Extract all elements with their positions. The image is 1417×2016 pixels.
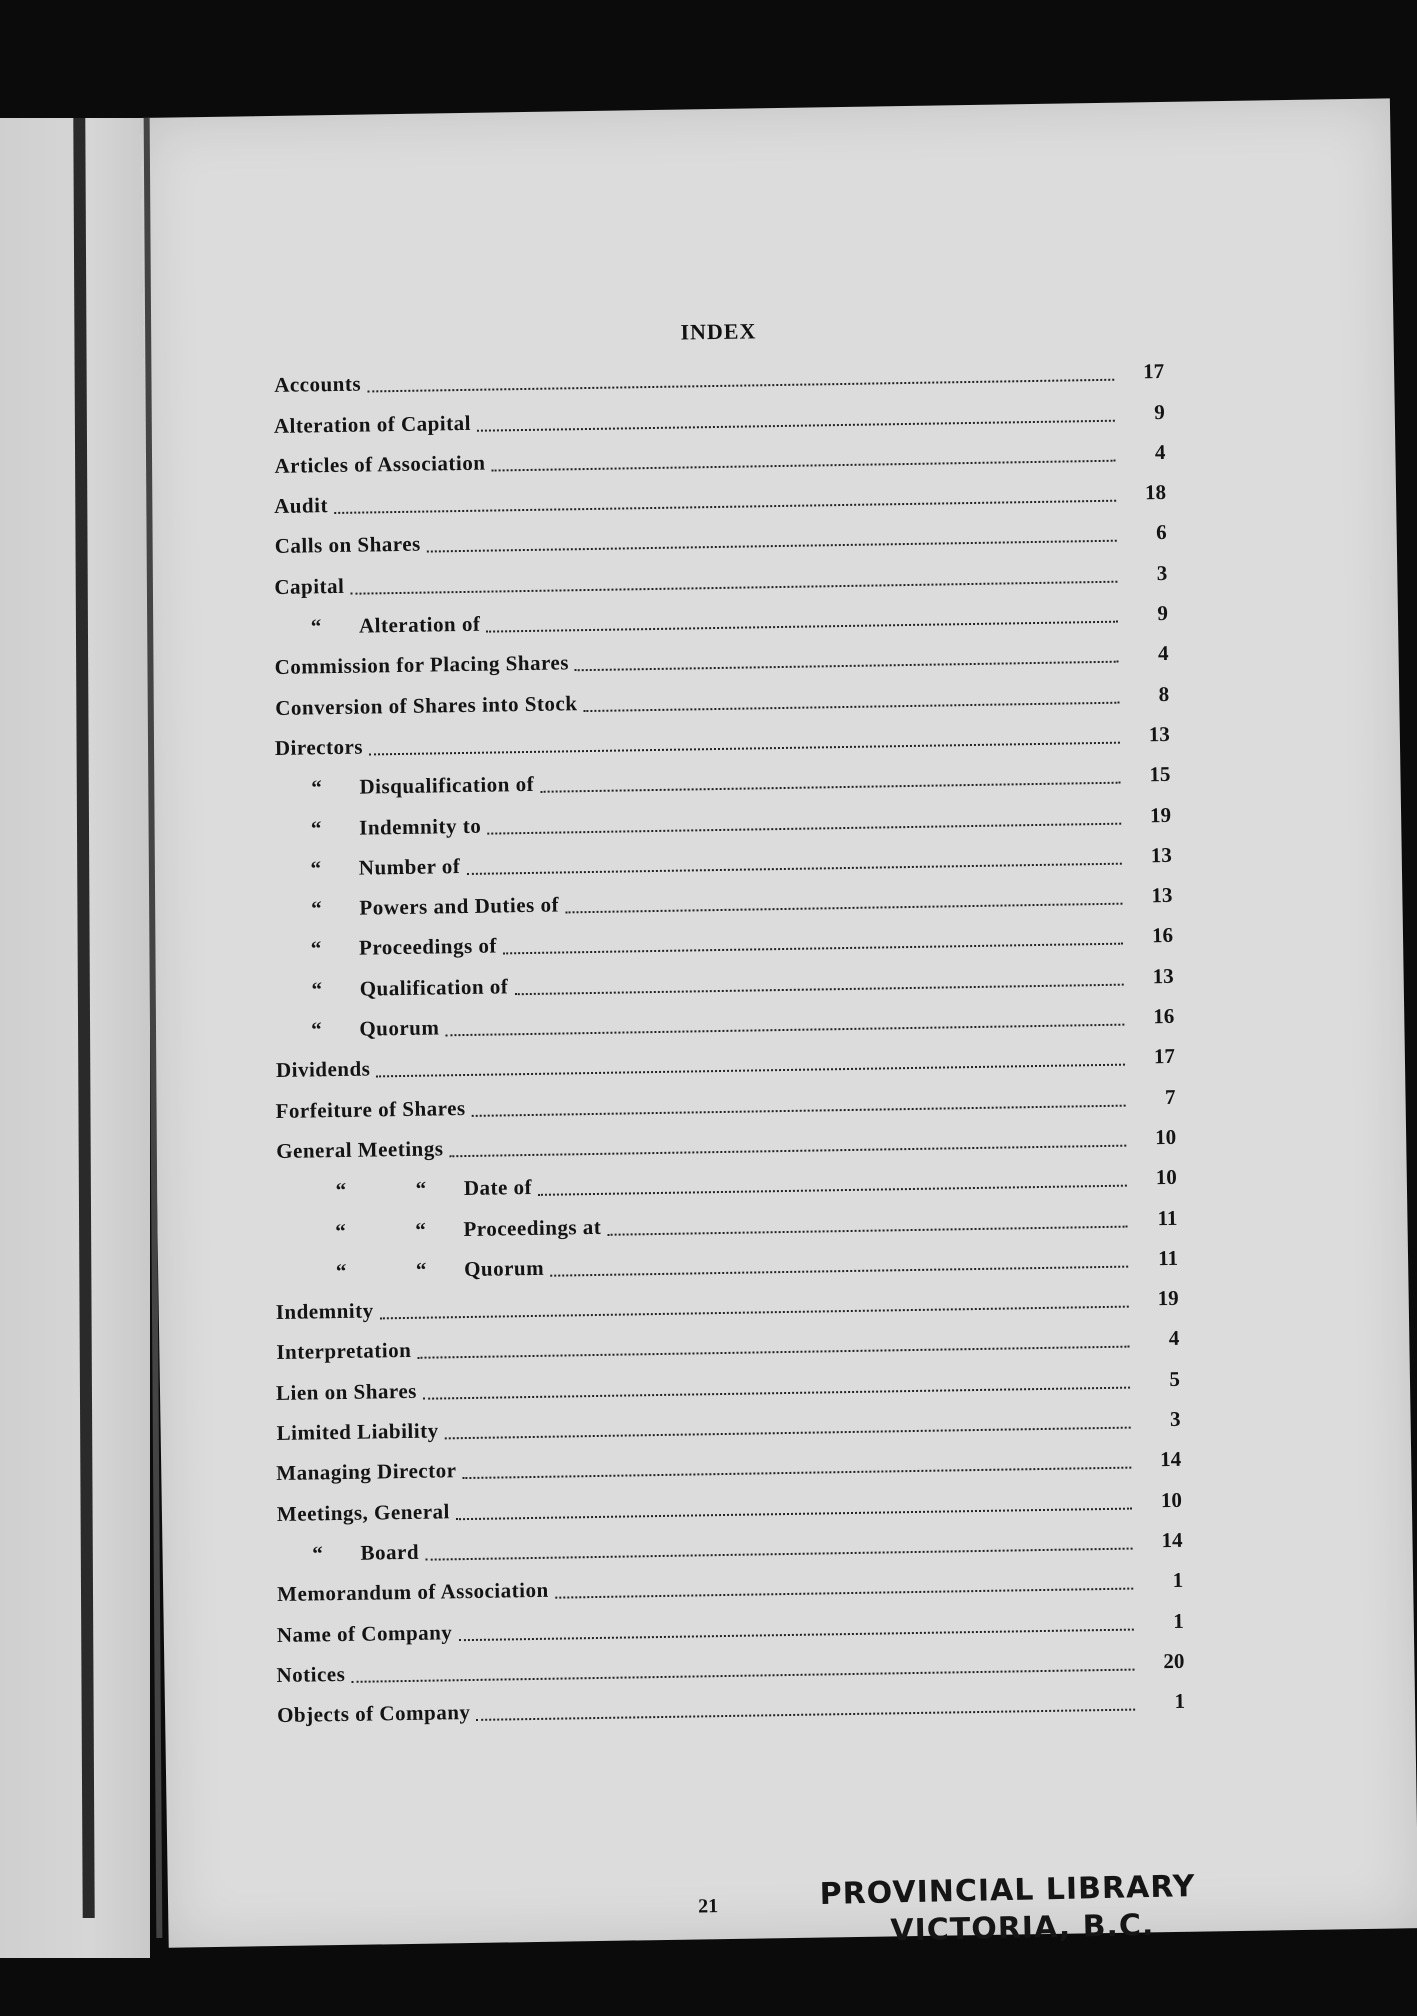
entry-label: Disqualification of	[359, 772, 535, 799]
ditto-mark: “	[310, 1017, 322, 1042]
entry-page-number: 20	[1163, 1648, 1185, 1673]
entry-label: General Meetings	[276, 1136, 444, 1163]
entry-page-number: 17	[1153, 1044, 1176, 1069]
ditto-mark: “	[310, 815, 322, 840]
entry-page-number: 7	[1164, 1084, 1176, 1109]
entry-label: Notices	[276, 1661, 346, 1687]
ditto-mark: “	[310, 856, 322, 881]
ditto-mark: “	[311, 775, 322, 800]
entry-page-number: 3	[1156, 560, 1168, 585]
entry-label: Managing Director	[276, 1458, 457, 1486]
entry-label: Proceedings at	[463, 1214, 602, 1241]
ditto-mark: “	[335, 1218, 346, 1243]
entry-page-number: 1	[1174, 1688, 1186, 1714]
index-content	[273, 312, 1185, 1728]
entry-label: Indemnity to	[358, 813, 482, 840]
entry-label: Lien on Shares	[275, 1378, 418, 1405]
entry-page-number: 13	[1152, 963, 1174, 988]
entry-label: Quorum	[359, 1015, 440, 1041]
entry-label: Number of	[358, 853, 461, 880]
entry-page-number: 10	[1155, 1165, 1177, 1190]
ditto-mark: “	[311, 977, 323, 1002]
entry-page-number: 3	[1169, 1406, 1181, 1431]
stamp-line-2: VICTORIA, B.C.	[890, 1907, 1155, 1948]
entry-label: Alteration of	[358, 611, 481, 638]
entry-label: Name of Company	[276, 1619, 453, 1647]
entry-label: Alteration of Capital	[273, 410, 472, 438]
entry-page-number: 15	[1149, 762, 1171, 787]
entry-page-number: 9	[1157, 600, 1169, 626]
entry-label: Commission for Placing Shares	[274, 650, 570, 680]
entry-page-number: 11	[1157, 1245, 1179, 1270]
entry-page-number: 13	[1150, 842, 1172, 868]
stamp-line-1: PROVINCIAL LIBRARY	[819, 1869, 1196, 1912]
entry-page-number: 19	[1149, 802, 1172, 827]
entry-page-number: 10	[1154, 1124, 1177, 1150]
entry-label: Directors	[274, 734, 364, 760]
entry-label: Powers and Duties of	[359, 892, 560, 920]
entry-page-number: 16	[1153, 1003, 1175, 1029]
entry-page-number: 4	[1154, 439, 1166, 464]
ditto-mark: “	[310, 936, 322, 961]
entry-label: Indemnity	[275, 1298, 374, 1325]
ditto-mark: “	[312, 1541, 324, 1566]
entry-page-number: 1	[1172, 1568, 1184, 1593]
entry-page-number: 10	[1160, 1487, 1183, 1512]
library-stamp	[819, 1868, 1196, 1951]
entry-page-number: 17	[1142, 359, 1165, 384]
entry-page-number: 5	[1169, 1366, 1181, 1391]
index-title: INDEX	[680, 318, 757, 345]
ditto-mark: “	[310, 614, 322, 639]
entry-page-number: 4	[1157, 641, 1169, 666]
entry-label: Capital	[274, 573, 345, 599]
entry-label: Conversion of Shares into Stock	[275, 690, 578, 720]
entry-label: Accounts	[274, 371, 362, 398]
entry-page-number: 9	[1154, 399, 1165, 424]
entry-label: Qualification of	[359, 974, 509, 1001]
entry-label: Interpretation	[276, 1338, 412, 1365]
entry-label: Calls on Shares	[274, 532, 421, 559]
index-page	[140, 98, 1417, 1947]
page-number: 21	[697, 1895, 719, 1918]
entry-label: Dividends	[275, 1056, 371, 1083]
entry-page-number: 13	[1151, 883, 1173, 908]
entry-page-number: 11	[1157, 1205, 1178, 1230]
entry-page-number: 14	[1160, 1447, 1182, 1472]
ditto-mark: “	[415, 1217, 426, 1242]
entry-page-number: 13	[1148, 721, 1170, 747]
entry-label: Board	[360, 1539, 420, 1565]
entry-label: Audit	[273, 493, 329, 519]
ditto-mark: “	[415, 1176, 427, 1202]
entry-page-number: 19	[1157, 1285, 1179, 1311]
entry-label: Quorum	[463, 1255, 545, 1281]
entry-page-number: 14	[1161, 1527, 1183, 1553]
entry-label: Limited Liability	[276, 1418, 439, 1446]
dot-leader	[477, 1709, 1136, 1721]
entry-page-number: 4	[1168, 1326, 1180, 1351]
entry-label: Objects of Company	[276, 1700, 471, 1728]
entry-label: Forfeiture of Shares	[275, 1095, 466, 1123]
entry-label: Memorandum of Association	[277, 1577, 549, 1607]
ditto-mark: “	[415, 1257, 427, 1282]
ditto-mark: “	[311, 896, 322, 921]
entry-page-number: 18	[1144, 480, 1167, 505]
entry-page-number: 8	[1158, 681, 1170, 706]
entry-page-number: 16	[1151, 923, 1174, 948]
index-entries	[274, 344, 1185, 1728]
entry-page-number: 1	[1173, 1608, 1184, 1633]
entry-page-number: 6	[1155, 520, 1167, 545]
entry-label: Proceedings of	[358, 933, 498, 961]
entry-label: Meetings, General	[276, 1498, 451, 1526]
ditto-mark: “	[335, 1258, 347, 1283]
ditto-mark: “	[335, 1178, 347, 1203]
entry-label: Date of	[463, 1175, 533, 1201]
entry-label: Articles of Association	[274, 450, 486, 478]
